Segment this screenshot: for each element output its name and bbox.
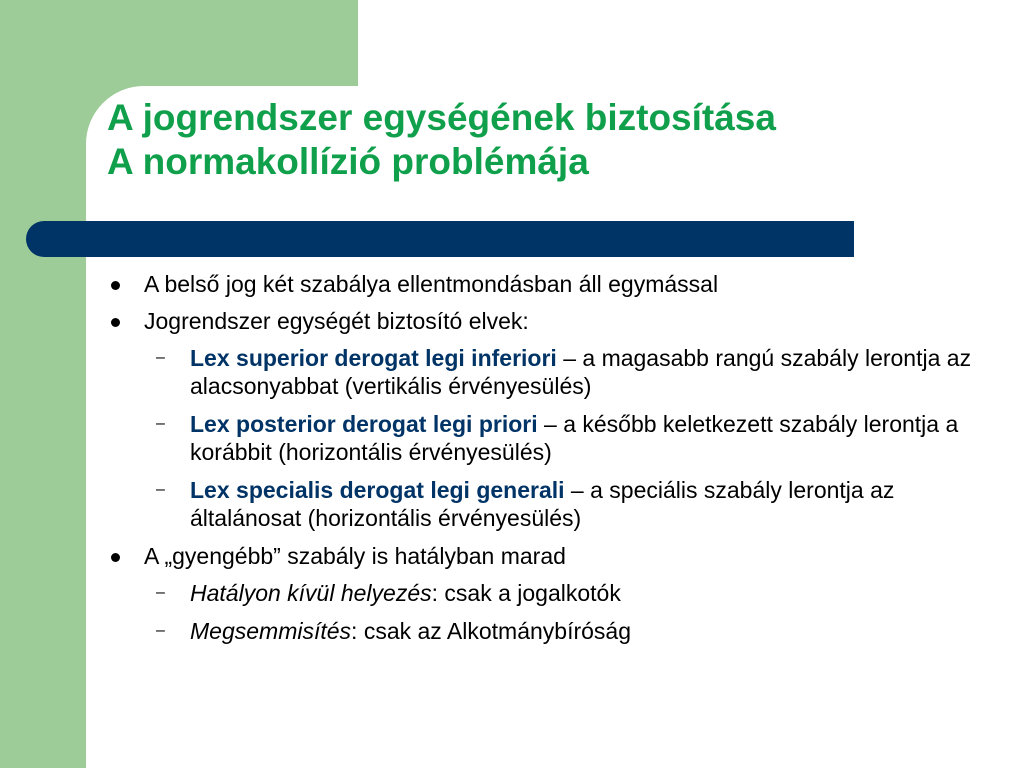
bullet-text: A „gyengébb” szabály is hatályban marad bbox=[144, 543, 566, 569]
sub-item-megsemmisites bbox=[108, 617, 988, 645]
sub-item-hatalyon-kivul bbox=[108, 579, 988, 607]
accent-bar bbox=[26, 221, 854, 257]
bullet-item-1 bbox=[108, 270, 988, 298]
bullet-text: A belső jog két szabálya ellentmondásban áll egymással bbox=[144, 271, 719, 297]
dash-marker: – bbox=[156, 622, 165, 639]
dash-marker: – bbox=[156, 415, 165, 432]
sub-item-lex-superior bbox=[108, 344, 988, 400]
sub-item-text: : csak az Alkotmánybíróság bbox=[351, 618, 632, 644]
slide-title bbox=[107, 96, 1007, 184]
sub-item-italic: Megsemmisítés bbox=[190, 618, 352, 644]
sub-item-text: – a speciális szabály lerontja az általánosat (horizontális érvényesülés) bbox=[190, 477, 895, 531]
title-line-1: A jogrendszer egységének biztosítása bbox=[107, 97, 776, 138]
bullet-dot bbox=[111, 281, 120, 290]
bullet-text: Jogrendszer egységét biztosító elvek: bbox=[144, 308, 529, 334]
sub-item-text: : csak a jogalkotók bbox=[431, 580, 621, 606]
sub-item-text: – a később keletkezett szabály lerontja a korábbit (horizontális érvényesülés) bbox=[190, 411, 959, 465]
dash-marker: – bbox=[156, 584, 165, 601]
title-line-2: A normakollízió problémája bbox=[107, 141, 589, 182]
bullet-item-2 bbox=[108, 307, 988, 335]
bullet-item-3 bbox=[108, 542, 988, 570]
sub-item-bold: Lex posterior derogat legi priori bbox=[190, 411, 538, 437]
bullet-list bbox=[108, 270, 988, 655]
sub-item-lex-posterior bbox=[108, 410, 988, 466]
sub-item-bold: Lex specialis derogat legi generali bbox=[190, 477, 565, 503]
sub-item-italic: Hatályon kívül helyezés bbox=[190, 580, 432, 606]
sub-item-bold: Lex superior derogat legi inferiori bbox=[190, 345, 557, 371]
dash-marker: – bbox=[156, 481, 165, 498]
sub-item-lex-specialis bbox=[108, 476, 988, 532]
bullet-dot bbox=[111, 553, 120, 562]
bullet-dot bbox=[111, 318, 120, 327]
dash-marker: – bbox=[156, 349, 165, 366]
sub-item-text: – a magasabb rangú szabály lerontja az alacsonyabbat (vertikális érvényesülés) bbox=[190, 345, 972, 399]
